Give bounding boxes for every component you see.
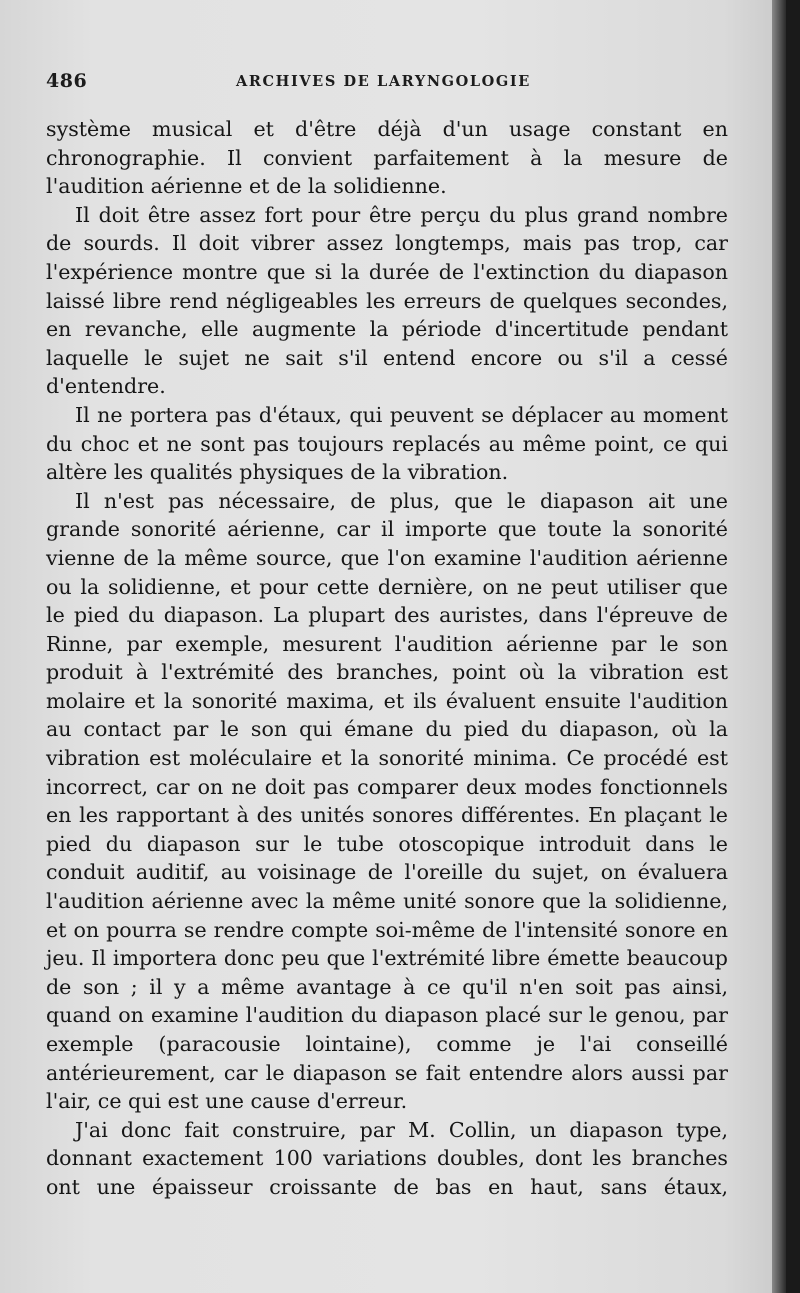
paragraph-4: Il n'est pas nécessaire, de plus, que le diapason ait une grande sonorité aérienne, car il importe que toute la sonorité vienne de la même source, que l'on examine l'audition aérienne ou la solidienne, et pour cette dernière, on ne peut utiliser que le pied du diapason. La plupart des auristes, dans l'épreuve de Rinne, par exemple, mesurent l'audition aérienne par le son produit à l'extrémité des branches, point où la vibration est molaire et la sonorité maxima, et ils évaluent ensuite l'audition au contact par le son qui émane du pied du diapason, où la vibration est moléculaire et la sonorité minima. Ce procédé est incorrect, car on ne doit pas comparer deux modes fonctionnels en les rapportant à des unités sonores différentes. En plaçant le pied du diapason sur le tube otoscopique introduit dans le conduit auditif, au voisinage de l'oreille du sujet, on évaluera l'audition aérienne avec la même unité sonore que la solidienne, et on pourra se rendre compte soi-même de l'intensité sonore en jeu. Il importera donc peu que l'extrémité libre émette beaucoup de son ; il y a même avantage à ce qu'il n'en soit pas ainsi, quand on examine l'audition du diapason placé sur le genou, par exemple (paracousie lointaine), comme je l'ai conseillé antérieurement, car le diapason se fait entendre alors aussi par l'air, ce qui est une cause d'erreur. [46,488,728,1114]
running-title: ARCHIVES DE LARYNGOLOGIE [236,73,531,90]
body-text [46,115,728,1202]
page-edge-shadow [772,0,786,1293]
paragraph-5: J'ai donc fait construire, par M. Collin, un diapason type, donnant exactement 100 variations doubles, dont les branches ont une épaisseur croissante de bas en haut, sans étaux, [46,1117,728,1199]
paragraph-1: système musical et d'être déjà d'un usage constant en chronographie. Il convient parfaitement à la mesure de l'audition aérienne et de la solidienne. [46,117,728,199]
paragraph-3: Il ne portera pas d'étaux, qui peuvent se déplacer au moment du choc et ne sont pas toujours replacés au même point, ce qui altère les qualités physiques de la vibration. [46,402,728,485]
paragraph-2: Il doit être assez fort pour être perçu du plus grand nombre de sourds. Il doit vibrer assez longtemps, mais pas trop, car l'expérience montre que si la durée de l'extinction du diapason laissé libre rend négligeables les erreurs de quelques secondes, en revanche, elle augmente la période d'incertitude pendant laquelle le sujet ne sait s'il entend encore ou s'il a cessé d'entendre. [46,202,728,399]
page-header [46,70,746,100]
page-number: 486 [46,70,88,92]
